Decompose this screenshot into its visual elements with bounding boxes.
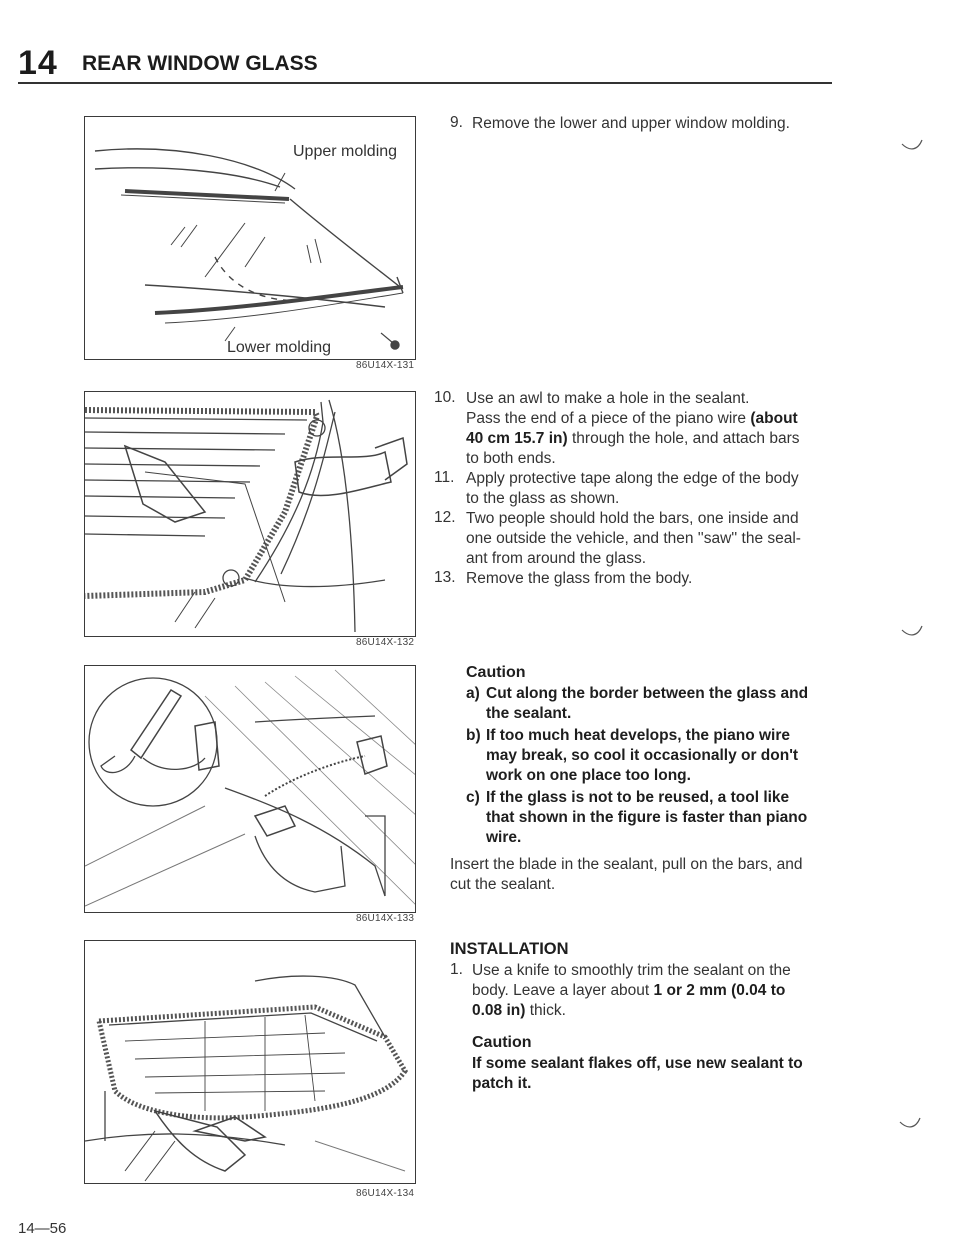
step-number: 12.: [434, 509, 456, 526]
caution-line1: If some sealant flakes off, use new sealant to: [472, 1055, 803, 1072]
step-10-line2: Pass the end of a piece of the piano wire (about: [466, 410, 798, 427]
step-number: 13.: [434, 569, 456, 586]
margin-mark: [900, 138, 924, 152]
margin-mark: [900, 624, 924, 638]
installation-heading: INSTALLATION: [450, 940, 569, 958]
figure-moldings: [84, 116, 416, 360]
section-title: REAR WINDOW GLASS: [82, 52, 318, 75]
install-step-1-line3: 0.08 in) thick.: [472, 1002, 566, 1019]
sealant-thickness-value: 0.08 in): [472, 1002, 526, 1019]
step-9-text: Remove the lower and upper window molding.: [472, 115, 790, 132]
caution-b-line2: may break, so cool it occasionally or don't: [486, 747, 799, 764]
caution-a-line2: the sealant.: [486, 705, 572, 722]
figure-code: 86U14X-133: [356, 913, 415, 924]
step-12-line3: ant from around the glass.: [466, 550, 647, 567]
lower-molding-label: Lower molding: [227, 339, 332, 356]
step-12-line1: Two people should hold the bars, one inside and: [466, 510, 799, 527]
caution-c-label: c): [466, 789, 480, 806]
step-10-line4: to both ends.: [466, 450, 556, 467]
caution-b-line3: work on one place too long.: [486, 767, 691, 784]
figure-cutting-tool: [84, 665, 416, 913]
step-10-line3: 40 cm 15.7 in) through the hole, and attach bars: [466, 430, 800, 447]
upper-molding-label: Upper molding: [293, 143, 398, 160]
glass-trim-illustration: [85, 941, 416, 1184]
caution-c-line1: If the glass is not to be reused, a tool like: [486, 789, 790, 806]
sealant-thickness-bold: 1 or 2 mm (0.04 to: [653, 982, 786, 999]
step-number: 10.: [434, 389, 456, 406]
figure-code: 86U14X-131: [356, 360, 415, 371]
cutting-tool-illustration: [85, 666, 416, 913]
margin-mark: [898, 1116, 922, 1130]
figure-code: 86U14X-134: [356, 1188, 415, 1199]
step-12-line2: one outside the vehicle, and then ''saw'' the seal-: [466, 530, 801, 547]
insert-blade-line2: cut the sealant.: [450, 876, 556, 893]
step-number: 1.: [450, 961, 463, 978]
step-11-line2: to the glass as shown.: [466, 490, 620, 507]
page-number: 14—56: [18, 1220, 67, 1237]
piano-wire-illustration: [85, 392, 416, 637]
piano-wire-length-bold: (about: [750, 410, 798, 427]
section-number: 14: [18, 44, 58, 82]
step-number: 9.: [450, 114, 463, 131]
caution-a-label: a): [466, 685, 480, 702]
install-step-1-line2: body. Leave a layer about 1 or 2 mm (0.04 to: [472, 982, 786, 999]
caution-c-line2: that shown in the figure is faster than piano: [486, 809, 808, 826]
figure-glass-trim: [84, 940, 416, 1184]
caution-b-label: b): [466, 727, 481, 744]
piano-wire-length-value: 40 cm 15.7 in): [466, 430, 568, 447]
figure-piano-wire: [84, 391, 416, 637]
caution-b-line1: If too much heat develops, the piano wire: [486, 727, 791, 744]
caution-a-line1: Cut along the border between the glass and: [486, 685, 809, 702]
caution-line2: patch it.: [472, 1075, 532, 1092]
step-13-text: Remove the glass from the body.: [466, 570, 693, 587]
step-10-line1: Use an awl to make a hole in the sealant.: [466, 390, 750, 407]
caution-heading: Caution: [472, 1034, 532, 1051]
install-step-1-line1: Use a knife to smoothly trim the sealant on the: [472, 962, 791, 979]
caution-heading: Caution: [466, 664, 526, 681]
step-number: 11.: [434, 469, 455, 486]
figure-code: 86U14X-132: [356, 637, 415, 648]
caution-c-line3: wire.: [486, 829, 522, 846]
step-11-line1: Apply protective tape along the edge of the body: [466, 470, 799, 487]
insert-blade-line1: Insert the blade in the sealant, pull on the bars, and: [450, 856, 803, 873]
header-rule: [18, 82, 832, 84]
